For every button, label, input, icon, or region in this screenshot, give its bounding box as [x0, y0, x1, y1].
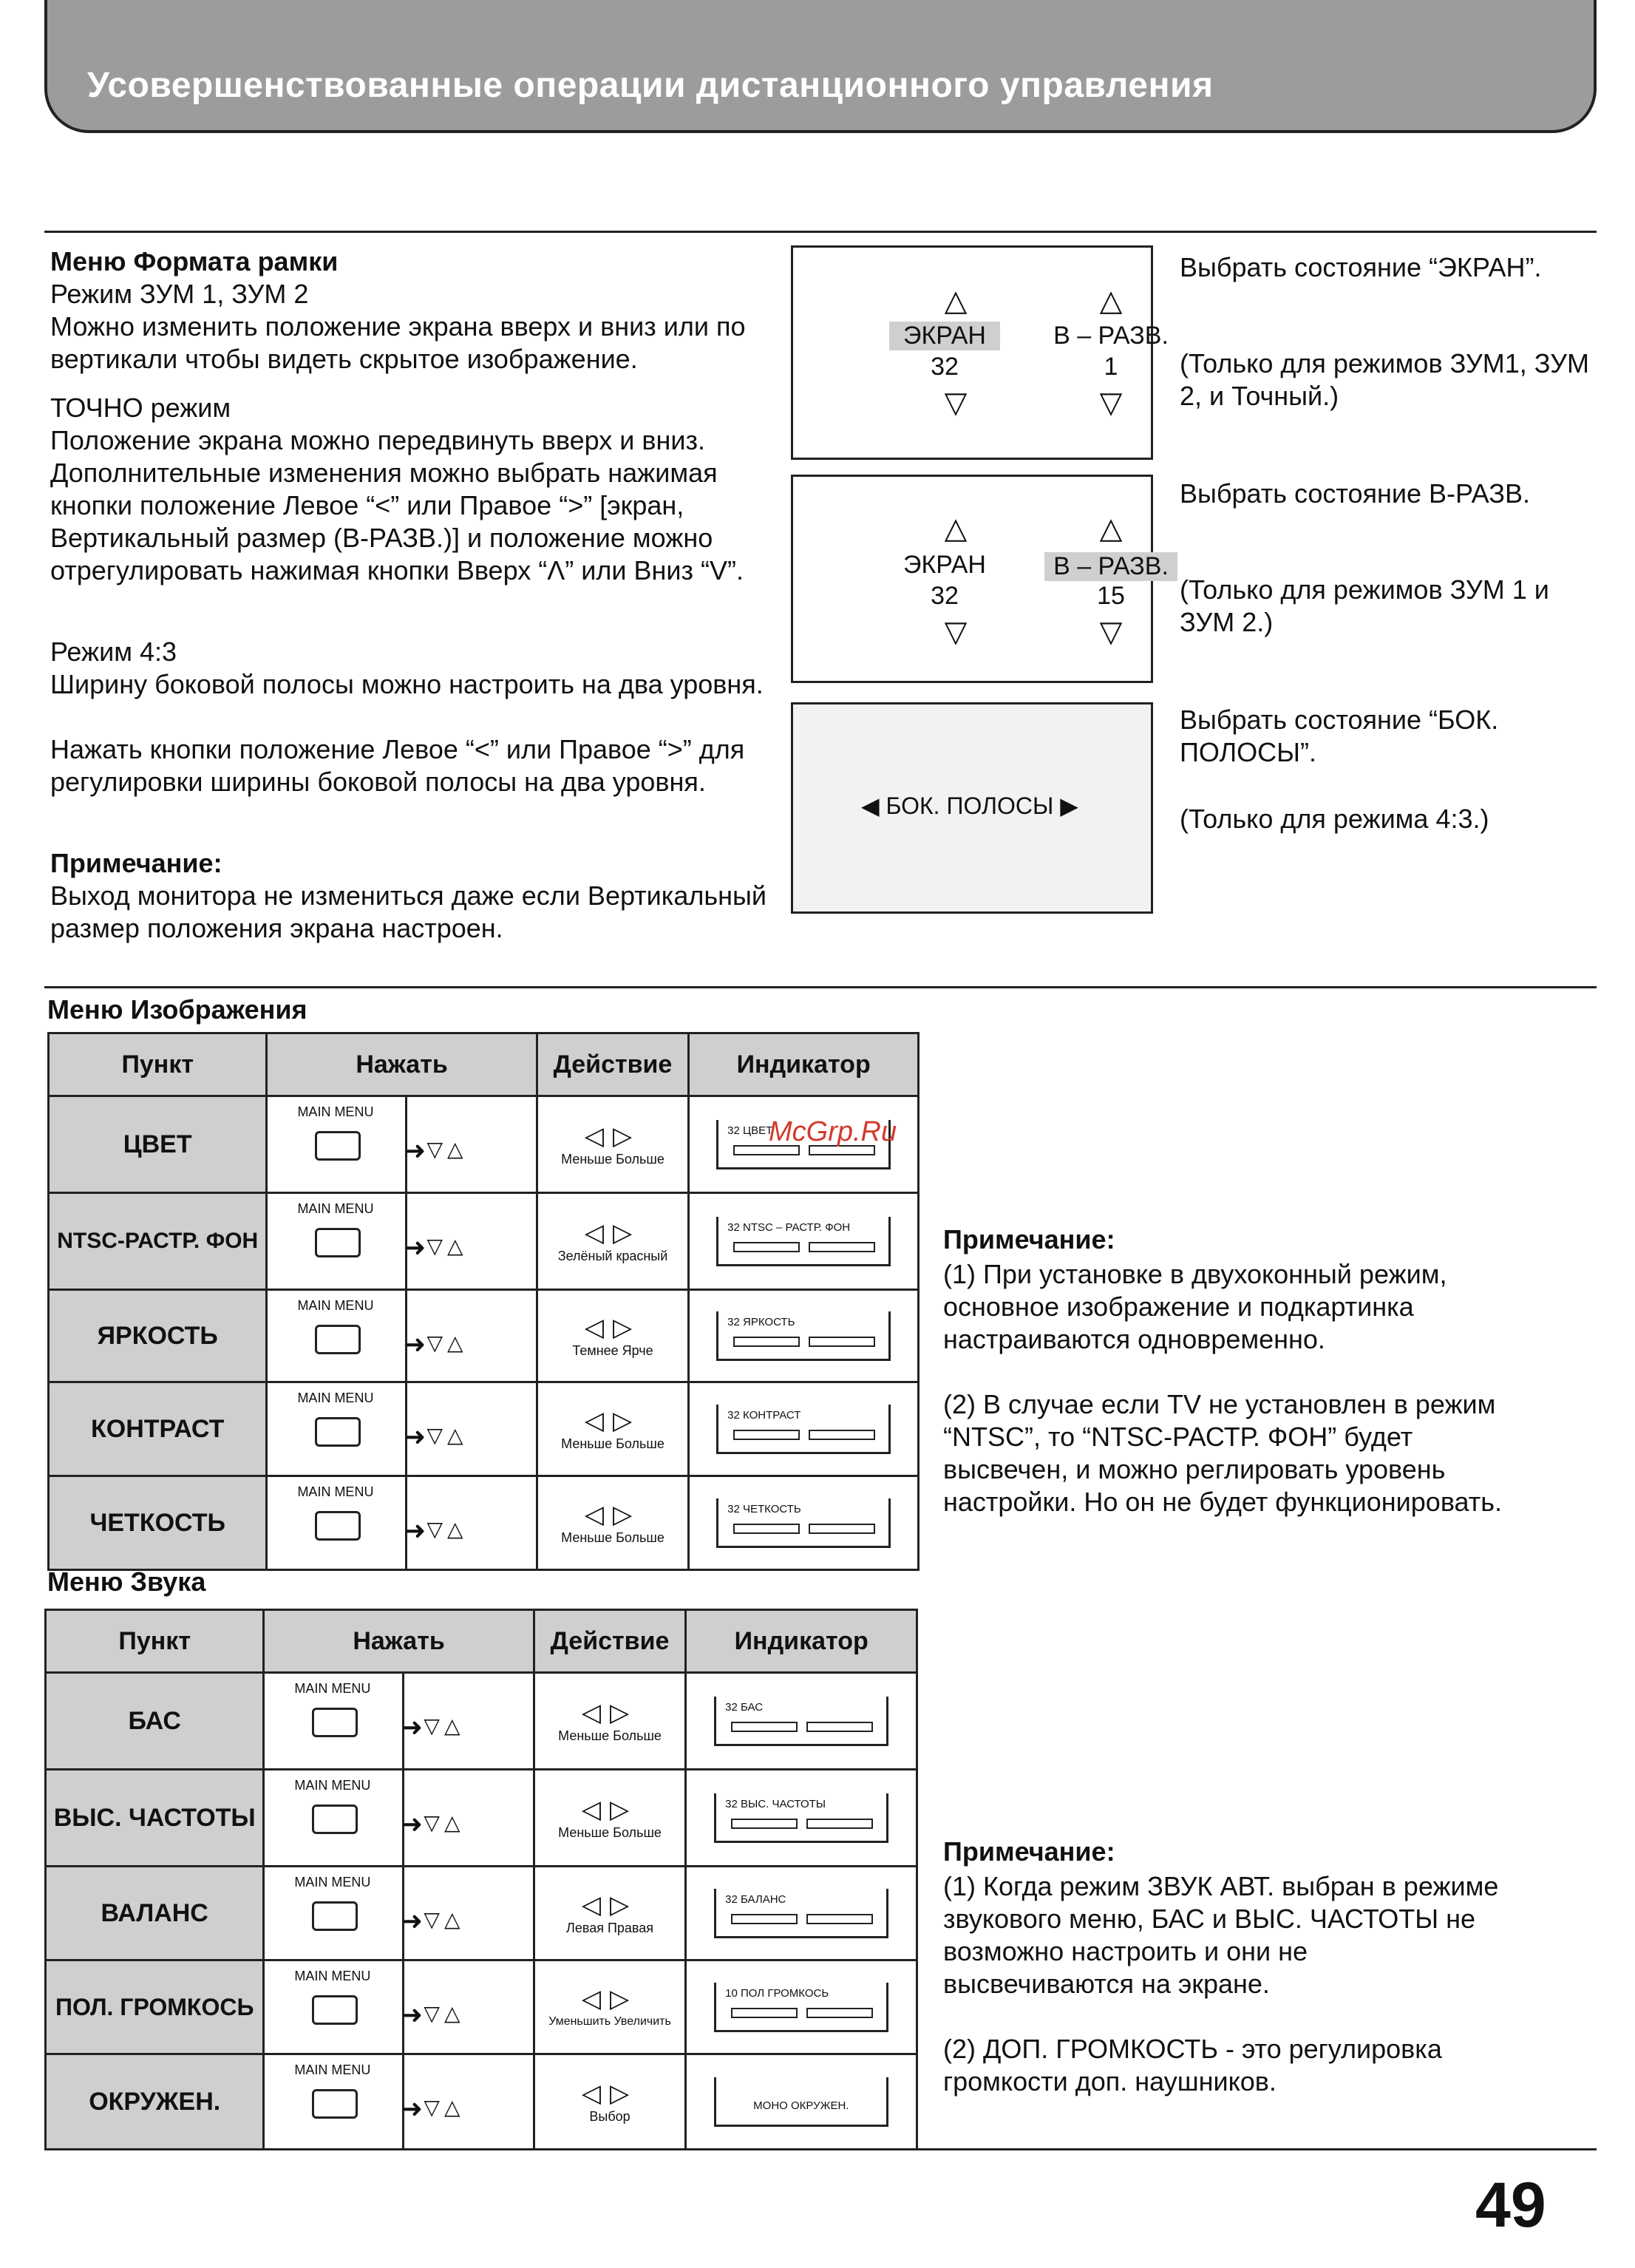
action-cell [537, 1096, 689, 1193]
left-right-buttons-icon: ◁▷ [584, 1501, 642, 1529]
indicator-cell [689, 1290, 919, 1382]
up-triangle-icon: △ [1099, 285, 1123, 317]
main-menu-button-icon [315, 1417, 361, 1447]
left-right-buttons-icon: ◁▷ [581, 1985, 639, 2013]
indicator-label: 32 БАЛАНС [725, 1892, 786, 1906]
left-right-buttons-icon: ◁▷ [581, 1891, 639, 1919]
indicator-display [714, 2077, 888, 2127]
up-down-buttons-icon: ▽△ [424, 1908, 465, 1931]
action-text: Меньше Больше [561, 1152, 664, 1167]
up-triangle-icon: △ [944, 285, 968, 317]
arrow-right-icon: ➜ [401, 1714, 423, 1742]
main-menu-button-icon [312, 2089, 358, 2119]
main-menu-label: MAIN MENU [294, 1875, 371, 1890]
main-menu-label: MAIN MENU [294, 1969, 371, 1983]
screen-example-3 [791, 702, 1153, 914]
action-text: Меньше Больше [558, 1825, 662, 1840]
indicator-display [716, 1498, 891, 1548]
side-bars-indicator [861, 792, 1078, 820]
up-triangle-icon: △ [944, 512, 968, 545]
indicator-cell [686, 1673, 917, 1770]
indicator-cell [686, 1960, 917, 2054]
press-cell [264, 1673, 534, 1770]
screen-label: ЭКРАН [903, 551, 986, 579]
v-size-label: В – РАЗВ. [1044, 552, 1177, 581]
left-right-buttons-icon: ◁▷ [584, 1314, 642, 1342]
col-header-indicator: Индикатор [689, 1033, 919, 1096]
item-cell: ЦВЕТ [49, 1096, 267, 1193]
main-menu-button-icon [315, 1325, 361, 1354]
up-down-buttons-icon: ▽△ [426, 1235, 468, 1257]
action-cell [537, 1290, 689, 1382]
picture-note-2: (2) В случае если TV не установлен в режим “NTSC”, то “NTSC-РАСТР. ФОН” будет высвечен, и можно реглировать уровень настройки. Но он не будет функционировать. [943, 1389, 1503, 1517]
table-row [49, 1476, 919, 1570]
action-text: Меньше Больше [558, 1728, 662, 1743]
indicator-display [714, 1697, 888, 1746]
table-row [49, 1290, 919, 1382]
action-cell [534, 1867, 686, 1960]
main-menu-label: MAIN MENU [297, 1298, 374, 1313]
page-title: Усовершенствованные операции дистанционного управления [87, 66, 1214, 105]
main-menu-button-icon [315, 1228, 361, 1257]
arrow-right-icon: ➜ [404, 1423, 426, 1451]
press-cell [264, 1867, 534, 1960]
press-cell [264, 2054, 534, 2150]
indicator-display [716, 1311, 891, 1361]
mode43-title: Режим 4:3 [50, 636, 177, 667]
up-down-buttons-icon: ▽△ [426, 1424, 468, 1447]
arrow-right-icon: ➜ [401, 2095, 423, 2123]
screen-example-1 [791, 245, 1169, 460]
frame-menu-title: Меню Формата рамки [50, 246, 339, 276]
sound-note-title: Примечание: [943, 1836, 1115, 1867]
down-triangle-icon: ▽ [944, 387, 968, 419]
press-cell [264, 1770, 534, 1867]
indicator-display [714, 1889, 888, 1938]
action-text: Выбор [589, 2109, 630, 2124]
screen-value: 32 [931, 353, 959, 381]
action-text: Темнее Ярче [572, 1343, 653, 1358]
col-header-press: Нажать [264, 1610, 534, 1673]
main-menu-button-icon [312, 1804, 358, 1834]
main-menu-button-icon [315, 1511, 361, 1541]
col-header-item: Пункт [46, 1610, 264, 1673]
col-header-action: Действие [534, 1610, 686, 1673]
press-cell [264, 1960, 534, 2054]
frame-note-text: Выход монитора не измениться даже если Вертикальный размер положения экрана настроен. [50, 880, 766, 943]
screen1-desc: Выбрать состояние “ЭКРАН”. [1180, 252, 1542, 282]
col-header-indicator: Индикатор [686, 1610, 917, 1673]
left-right-buttons-icon: ◁▷ [581, 1699, 639, 1727]
left-right-buttons-icon: ◁▷ [584, 1407, 642, 1435]
left-arrow-icon: ◀ [861, 792, 880, 819]
v-size-value: 1 [1104, 353, 1118, 381]
main-menu-button-icon [312, 1708, 358, 1737]
mode43-text1: Ширину боковой полосы можно настроить на два уровня. [50, 669, 764, 699]
down-triangle-icon: ▽ [1099, 387, 1123, 419]
up-down-buttons-icon: ▽△ [424, 1811, 465, 1834]
col-header-item: Пункт [49, 1033, 267, 1096]
action-cell [534, 1770, 686, 1867]
indicator-cell [689, 1382, 919, 1476]
screen3-desc: Выбрать состояние “БОК. ПОЛОСЫ”. [1180, 704, 1499, 767]
arrow-right-icon: ➜ [401, 1907, 423, 1935]
v-size-label: В – РАЗВ. [1053, 322, 1169, 350]
arrow-right-icon: ➜ [401, 2001, 423, 2029]
item-cell: ПОЛ. ГРОМКОСЬ [46, 1960, 264, 2054]
indicator-label: 10 ПОЛ ГРОМКОСЬ [725, 1986, 829, 2000]
screen2-desc: Выбрать состояние В-РАЗВ. [1180, 478, 1531, 509]
up-down-buttons-icon: ▽△ [424, 2002, 465, 2025]
picture-menu-title: Меню Изображения [47, 994, 307, 1025]
item-cell: ВЫС. ЧАСТОТЫ [46, 1770, 264, 1867]
divider [44, 231, 1597, 233]
action-cell [534, 1960, 686, 2054]
main-menu-label: MAIN MENU [294, 1681, 371, 1696]
screen-value: 32 [931, 582, 959, 610]
table-row [46, 1867, 917, 1960]
item-cell: NTSC-РАСТР. ФОН [49, 1193, 267, 1290]
indicator-label: 32 ЯРКОСТЬ [727, 1315, 795, 1328]
action-text: Левая Правая [566, 1921, 654, 1935]
down-triangle-icon: ▽ [1099, 616, 1123, 648]
arrow-right-icon: ➜ [404, 1517, 426, 1545]
action-cell [534, 1673, 686, 1770]
up-down-buttons-icon: ▽△ [426, 1518, 468, 1541]
sound-note-1: (1) Когда режим ЗВУК АВТ. выбран в режиме звукового меню, БАС и ВЫС. ЧАСТОТЫ не возможно настроить и они не высвечиваются на экране. [943, 1871, 1499, 1999]
indicator-cell [689, 1476, 919, 1570]
table-header-row [49, 1033, 919, 1096]
zoom-mode-text: Можно изменить положение экрана вверх и вниз или по вертикали чтобы видеть скрытое изображение. [50, 311, 746, 374]
main-menu-label: MAIN MENU [297, 1104, 374, 1119]
indicator-label: 32 ВЫС. ЧАСТОТЫ [725, 1797, 826, 1810]
arrow-right-icon: ➜ [404, 1331, 426, 1359]
col-header-action: Действие [537, 1033, 689, 1096]
table-row [46, 1770, 917, 1867]
indicator-display [716, 1217, 891, 1266]
arrow-right-icon: ➜ [401, 1810, 423, 1838]
screen-example-2 [791, 475, 1169, 683]
left-right-buttons-icon: ◁▷ [584, 1219, 642, 1247]
sound-note-2: (2) ДОП. ГРОМКОСТЬ - это регулировка громкости доп. наушников. [943, 2034, 1442, 2096]
up-down-buttons-icon: ▽△ [426, 1138, 468, 1161]
item-cell: ВАЛАНС [46, 1867, 264, 1960]
item-cell: ЧЕТКОСТЬ [49, 1476, 267, 1570]
exact-mode-text: Положение экрана можно передвинуть вверх и вниз. Дополнительные изменения можно выбрать нажимая кнопки положение Левое “<” или Правое “>” [экран, Вертикальный размер (В-РАЗВ.)] и положение можно отрегулировать нажимая кнопки Вверх “Λ” или Вниз “V”. [50, 425, 744, 585]
press-cell [267, 1382, 537, 1476]
up-down-buttons-icon: ▽△ [424, 1714, 465, 1737]
action-cell [537, 1382, 689, 1476]
table-row [49, 1193, 919, 1290]
left-right-buttons-icon: ◁▷ [584, 1122, 642, 1150]
indicator-label: 32 ЦВЕТ [727, 1124, 773, 1137]
divider [44, 986, 1597, 988]
action-cell [534, 2054, 686, 2150]
indicator-label: 32 КОНТРАСТ [727, 1408, 801, 1422]
table-row [46, 1673, 917, 1770]
picture-note-1: (1) При установке в двухоконный режим, основное изображение и подкартинка настраиваются одновременно. [943, 1259, 1447, 1354]
action-text: Уменьшить Увеличить [548, 2015, 671, 2028]
divider [44, 2148, 1597, 2150]
side-bars-label: БОК. ПОЛОСЫ [886, 792, 1054, 819]
picture-note-title: Примечание: [943, 1224, 1115, 1254]
press-cell [267, 1476, 537, 1570]
main-menu-button-icon [315, 1131, 361, 1161]
main-menu-label: MAIN MENU [297, 1391, 374, 1405]
frame-note-title: Примечание: [50, 848, 222, 878]
action-text: Меньше Больше [561, 1530, 664, 1545]
table-row [49, 1382, 919, 1476]
indicator-label: 32 NTSC – РАСТР. ФОН [727, 1220, 851, 1234]
right-arrow-icon: ▶ [1060, 792, 1078, 819]
table-header-row [46, 1610, 917, 1673]
item-cell: БАС [46, 1673, 264, 1770]
press-cell [267, 1193, 537, 1290]
main-menu-label: MAIN MENU [294, 1778, 371, 1793]
col-header-press: Нажать [267, 1033, 537, 1096]
action-cell [537, 1476, 689, 1570]
page-number: 49 [1475, 2170, 1546, 2241]
press-cell [267, 1290, 537, 1382]
indicator-label: 32 БАС [725, 1700, 764, 1714]
arrow-right-icon: ➜ [404, 1137, 426, 1165]
screen2-desc2: (Только для режимов ЗУМ 1 и ЗУМ 2.) [1180, 574, 1549, 637]
screen-label: ЭКРАН [889, 322, 1000, 350]
indicator-label: МОНО ОКРУЖЕН. [753, 2099, 849, 2112]
item-cell: ОКРУЖЕН. [46, 2054, 264, 2150]
main-menu-label: MAIN MENU [294, 2062, 371, 2077]
picture-menu-table [47, 1032, 920, 1571]
v-size-value: 15 [1097, 582, 1125, 610]
left-right-buttons-icon: ◁▷ [581, 2079, 639, 2108]
item-cell: КОНТРАСТ [49, 1382, 267, 1476]
main-menu-button-icon [312, 1901, 358, 1931]
main-menu-button-icon [312, 1995, 358, 2025]
indicator-cell [686, 1770, 917, 1867]
screen1-desc2: (Только для режимов ЗУМ1, ЗУМ 2, и Точный.) [1180, 348, 1589, 411]
down-triangle-icon: ▽ [944, 616, 968, 648]
sound-menu-title: Меню Звука [47, 1566, 206, 1597]
indicator-cell [686, 2054, 917, 2150]
main-menu-label: MAIN MENU [297, 1484, 374, 1499]
up-down-buttons-icon: ▽△ [426, 1331, 468, 1354]
indicator-cell [689, 1193, 919, 1290]
indicator-display [714, 1793, 888, 1843]
action-text: Меньше Больше [561, 1436, 664, 1451]
sound-menu-table [44, 1609, 918, 2150]
arrow-right-icon: ➜ [404, 1234, 426, 1262]
watermark: McGrp.Ru [769, 1116, 897, 1147]
action-cell [537, 1193, 689, 1290]
screen3-desc2: (Только для режима 4:3.) [1180, 804, 1489, 834]
item-cell: ЯРКОСТЬ [49, 1290, 267, 1382]
table-row [46, 1960, 917, 2054]
action-text: Зелёный красный [557, 1249, 668, 1263]
press-cell [267, 1096, 537, 1193]
left-right-buttons-icon: ◁▷ [581, 1796, 639, 1824]
indicator-cell [686, 1867, 917, 1960]
table-row [46, 2054, 917, 2150]
mode43-text2: Нажать кнопки положение Левое “<” или Правое “>” для регулировки ширины боковой полосы на два уровня. [50, 734, 745, 797]
indicator-label: 32 ЧЕТКОСТЬ [727, 1502, 801, 1515]
up-down-buttons-icon: ▽△ [424, 2096, 465, 2119]
indicator-display [716, 1405, 891, 1454]
main-menu-label: MAIN MENU [297, 1201, 374, 1216]
indicator-display [714, 1983, 888, 2032]
up-triangle-icon: △ [1099, 512, 1123, 545]
exact-mode-title: ТОЧНО режим [50, 393, 231, 423]
zoom-mode-title: Режим ЗУМ 1, ЗУМ 2 [50, 279, 309, 309]
